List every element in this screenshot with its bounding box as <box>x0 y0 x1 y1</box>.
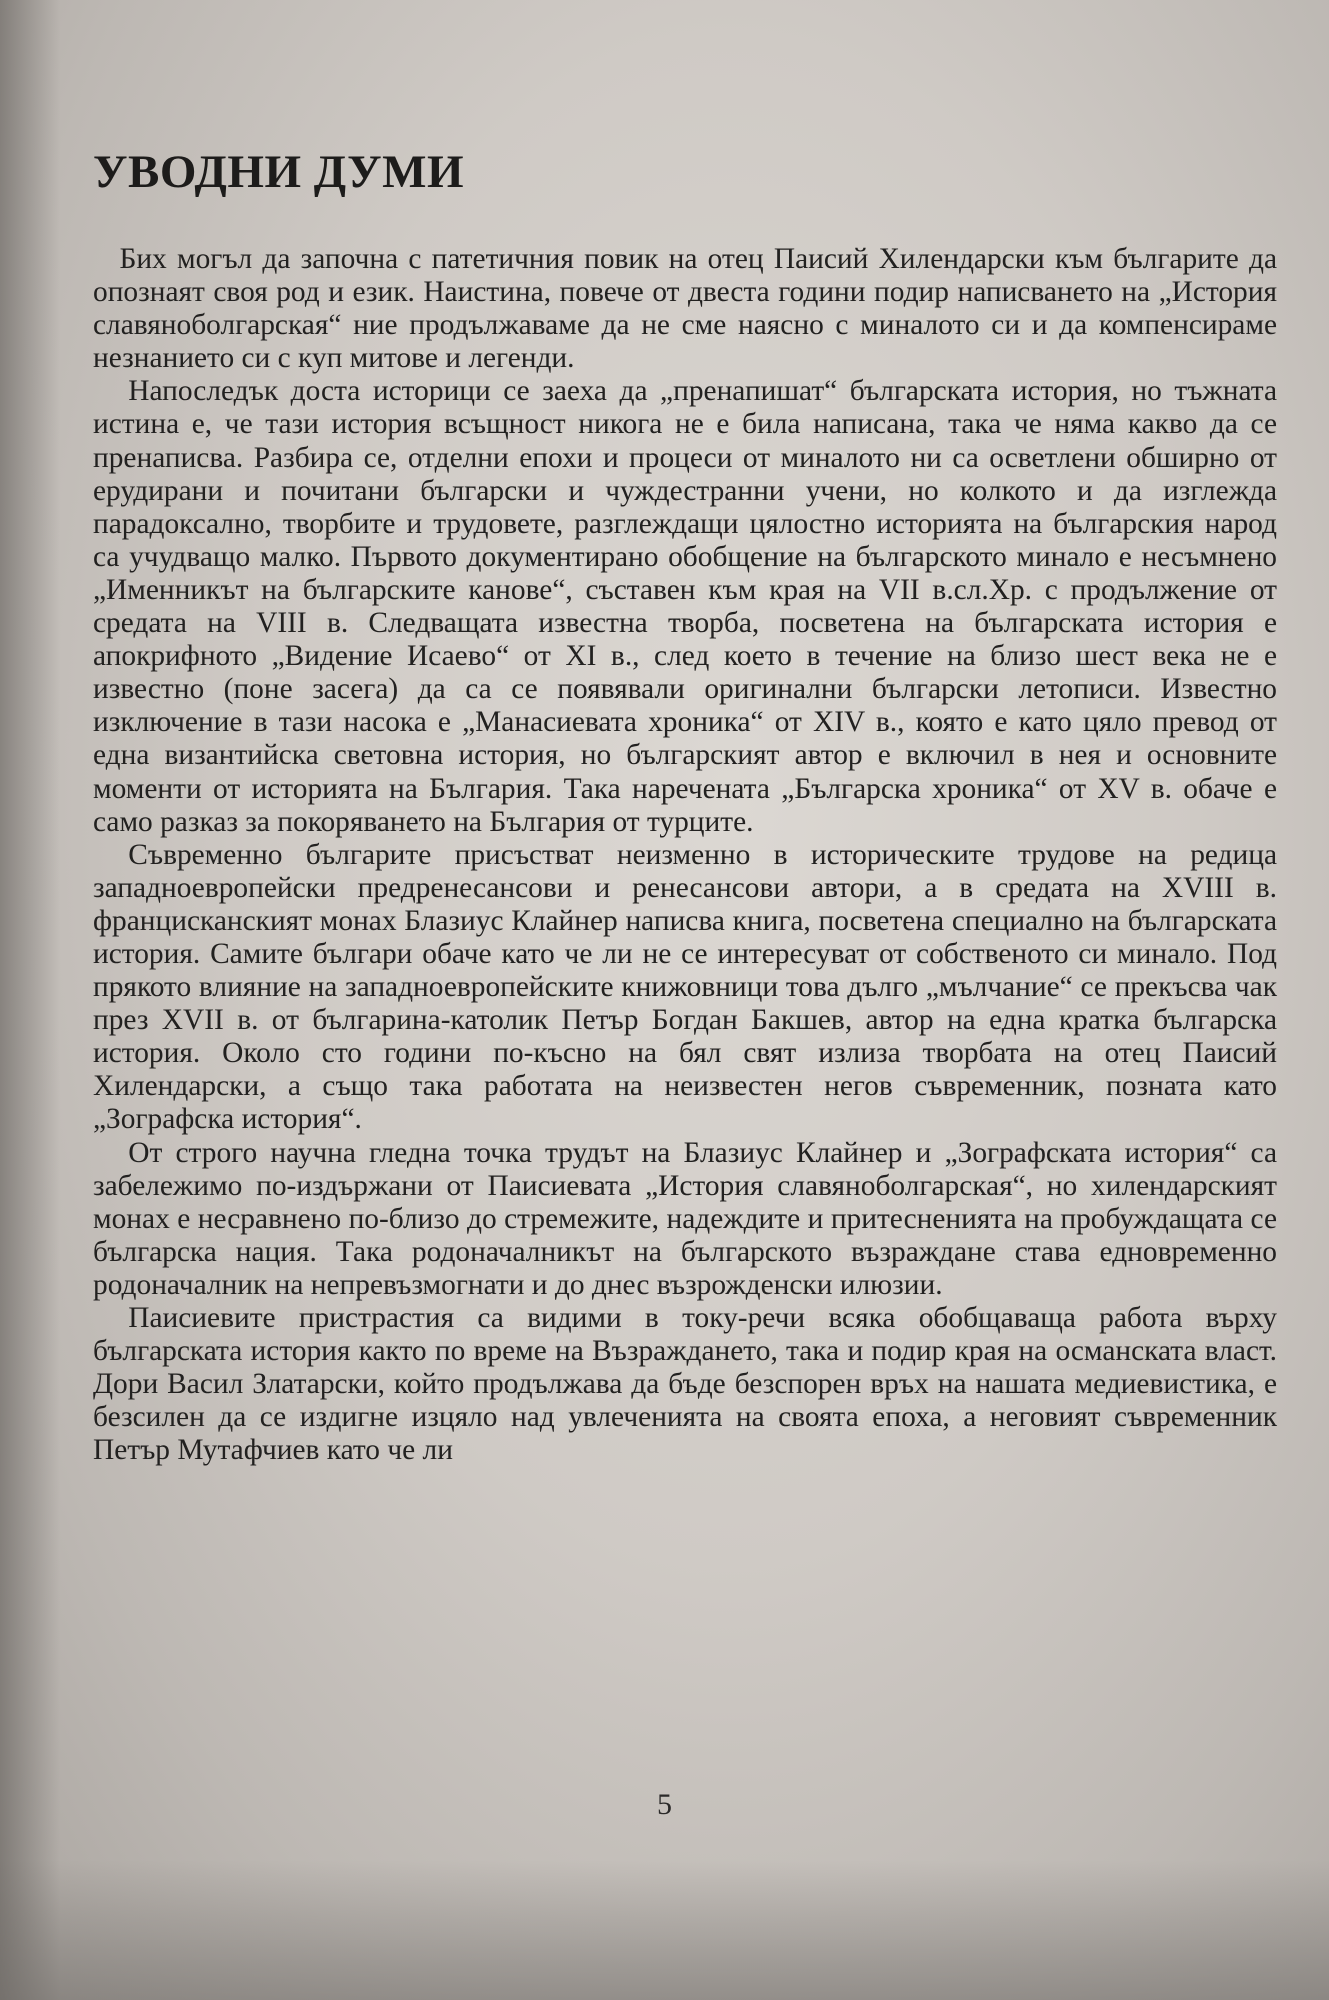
paragraph-3: Съвременно българите присъстват неизменно в историческите трудове на редица западноевропейски предренесансови и ренесансови автори, а в средата на XVIII в. францисканският монах Блазиус Клайнер написва книга, посветена специално на българската история. Самите българи обаче като че ли не се интересуват от собственото си минало. Под прякото влияние на западноевропейските книжовници това дълго „мълчание“ се прекъсва чак през XVII в. от българина-католик Петър Богдан Бакшев, автор на една кратка българска история. Около сто години по-късно на бял свят излиза творбата на отец Паисий Хилендарски, а също така работата на неизвестен негов съвременник, позната като „Зографска история“. <box>93 838 1277 1136</box>
paragraph-2: Напоследък доста историци се заеха да „пренапишат“ българската история, но тъжната истина е, че тази история всъщност никога не е била написана, така че няма какво да се пренаписва. Разбира се, отделни епохи и процеси от миналото ни са осветлени обширно от ерудирани и почитани български и чуждестранни учени, но колкото и да изглежда парадоксално, творбите и трудовете, разглеждащи цялостно историята на българския народ са учудващо малко. Първото документирано обобщение на българското минало е несъмнено „Именникът на българските канове“, съставен към края на VII в.сл.Хр. с продължение от средата на VIII в. Следващата известна творба, посветена на българската история е апокрифното „Видение Исаево“ от XI в., след което в течение на близо шест века не е известно (поне засега) да са се появявали оригинални български летописи. Известно изключение в тази насока е „Манасиевата хроника“ от XIV в., която е като цяло превод от една византийска световна история, но българският автор е включил в нея и основните моменти от историята на България. Така наречената „Българска хроника“ от XV в. обаче е само разказ за покоряването на България от турците. <box>93 375 1277 838</box>
paragraph-4: От строго научна гледна точка трудът на Блазиус Клайнер и „Зографската история“ са забележимо по-издържани от Паисиевата „История славяноболгарская“, но хилендарският монах е несравнено по-близо до стремежите, надеждите и притесненията на пробуждащата се българска нация. Така родоначалникът на българското възраждане става едновременно родоначалник на непревъзмогнати и до днес възрожденски илюзии. <box>93 1136 1277 1301</box>
page-bottom-shadow <box>0 1860 1329 2000</box>
page-gutter-shadow <box>0 0 60 2000</box>
paragraph-5: Паисиевите пристрастия са видими в току-речи всяка обобщаваща работа върху българската история както по време на Възраждането, така и подир края на османската власт. Дори Васил Златарски, който продължава да бъде безспорен връх на нашата медиевистика, е безсилен да се издигне изцяло над увлеченията на своята епоха, а неговият съвременник Петър Мутафчиев като че ли <box>93 1302 1277 1467</box>
paragraph-1: Бих могъл да започна с патетичния повик на отец Паисий Хилендарски към българите да опознаят своя род и език. Наистина, повече от двеста години подир написването на „История славяноболгарская“ ние продължаваме да не сме наясно с миналото си и да компенсираме незнанието си с куп митове и легенди. <box>93 243 1277 375</box>
chapter-title: УВОДНИ ДУМИ <box>93 146 465 198</box>
page-number: 5 <box>657 1788 672 1821</box>
body-text <box>93 243 1277 1467</box>
